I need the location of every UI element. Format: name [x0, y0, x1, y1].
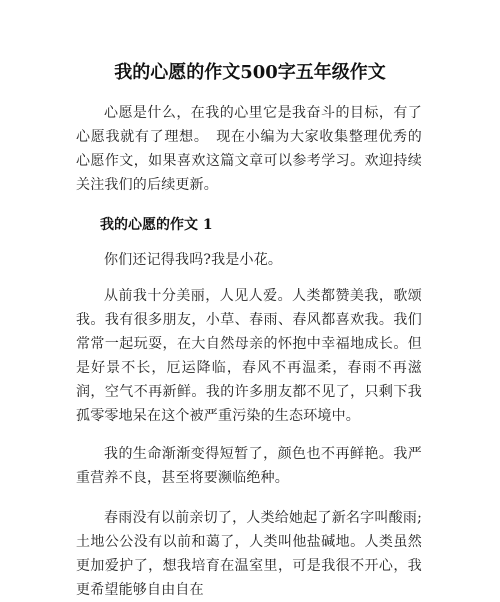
section-heading: 我的心愿的作文 1: [100, 217, 213, 233]
intro-paragraph: 心愿是什么，在我的心里它是我奋斗的目标，有了心愿我就有了理想。 现在小编为大家收集整理优秀的心愿作文，如果喜欢这篇文章可以参考学习。欢迎持续关注我们的后续更新。: [76, 105, 422, 193]
article-title: 我的心愿的作文500字五年级作文: [114, 62, 386, 83]
body-paragraph: 我的生命渐渐变得短暂了，颜色也不再鲜艳。我严重营养不良，甚至将要濒临绝种。: [76, 446, 422, 486]
body-paragraph: 你们还记得我吗?我是小花。: [104, 252, 283, 268]
body-paragraph: 春雨没有以前亲切了，人类给她起了新名字叫酸雨;土地公公没有以前和蔼了，人类叫他盐碱地。人类虽然更加爱护了，想我培育在温室里，可是我很不开心，我更希望能够自由自在: [76, 510, 422, 598]
body-paragraph: 从前我十分美丽，人见人爱。人类都赞美我，歌颂我。我有很多朋友，小草、春雨、春风都喜欢我。我们常常一起玩耍，在大自然母亲的怀抱中幸福地成长。但是好景不长，厄运降临，春风不再温柔，春雨不再滋润，空气不再新鲜。我的许多朋友都不见了，只剩下我孤零零地呆在这个被严重污染的生态环境中。: [76, 288, 422, 424]
